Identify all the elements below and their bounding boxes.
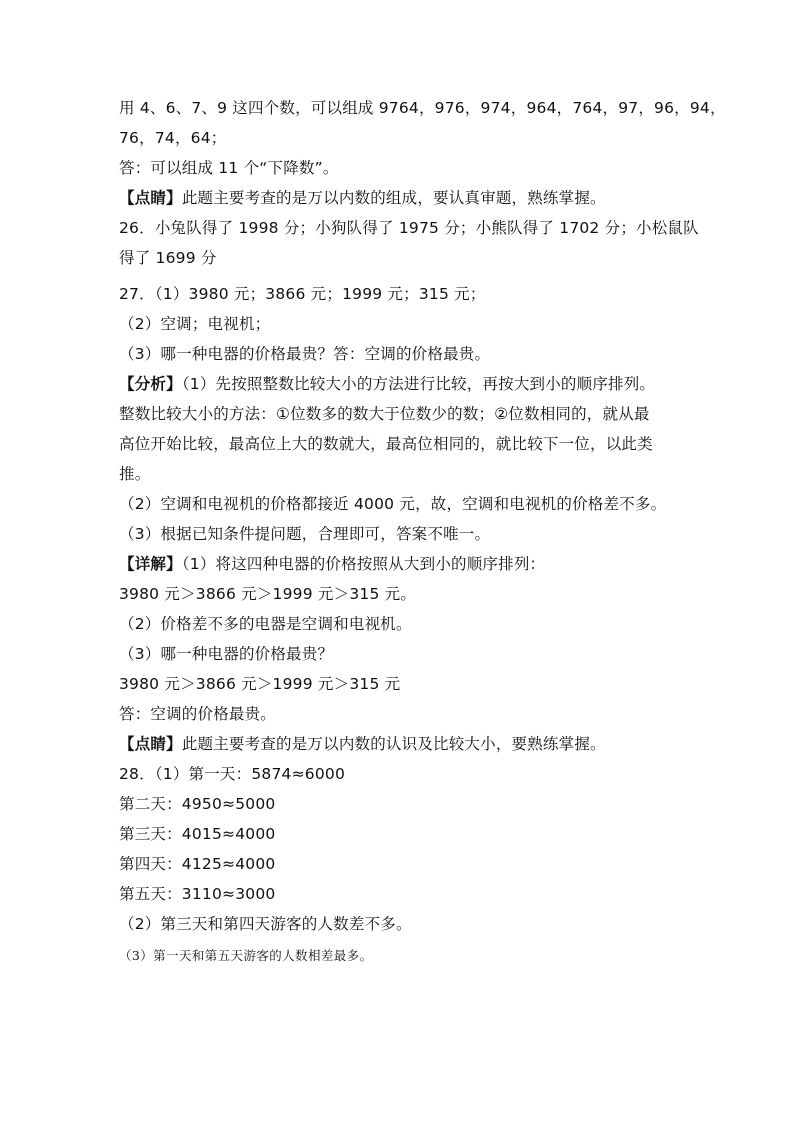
- text-line: （3）哪一种电器的价格最贵？答：空调的价格最贵。: [119, 345, 491, 363]
- note-line: 【点睛】此题主要考查的是万以内数的认识及比较大小，要熟练掌握。: [119, 735, 606, 753]
- text-line: 推。: [119, 465, 151, 483]
- text-line: （2）第三天和第四天游客的人数差不多。: [119, 915, 412, 933]
- note-line: 【点睛】此题主要考查的是万以内数的组成，要认真审题，熟练掌握。: [119, 189, 606, 207]
- text-line: 第五天：3110≈3000: [119, 885, 276, 903]
- text-line: （2）空调和电视机的价格都接近 4000 元，故，空调和电视机的价格差不多。: [119, 495, 667, 513]
- text-line: （3）第一天和第五天游客的人数相差最多。: [119, 948, 373, 963]
- question-28-line: 28．（1）第一天：5874≈6000: [119, 765, 346, 783]
- text-line: 用 4、6、7、9 这四个数，可以组成 9764，976，974，964，764，97，96，94，: [119, 99, 726, 117]
- detail-line: 【详解】（1）将这四种电器的价格按照从大到小的顺序排列：: [119, 555, 546, 573]
- text-line: 得了 1699 分: [119, 249, 217, 267]
- note-label: 【点睛】: [119, 735, 182, 753]
- text-line: （3）哪一种电器的价格最贵？: [119, 645, 334, 663]
- question-27-line: 27．（1）3980 元；3866 元；1999 元；315 元；: [119, 285, 486, 303]
- text-line: 76，74，64；: [119, 129, 227, 147]
- text-line: 第二天：4950≈5000: [119, 795, 276, 813]
- answer-line: 答：可以组成 11 个“下降数”。: [119, 159, 339, 177]
- detail-label: 【详解】: [119, 555, 182, 573]
- note-label: 【点睛】: [119, 189, 182, 207]
- text-line: （3）根据已知条件提问题，合理即可，答案不唯一。: [119, 525, 491, 543]
- text-line: 整数比较大小的方法：①位数多的数大于位数少的数；②位数相同的，就从最: [119, 405, 650, 423]
- analysis-line: 【分析】（1）先按照整数比较大小的方法进行比较，再按大到小的顺序排列。: [119, 375, 656, 393]
- question-26-line: 26．小兔队得了 1998 分；小狗队得了 1975 分；小熊队得了 1702 分；小松鼠队: [119, 219, 699, 237]
- text-line: 第三天：4015≈4000: [119, 825, 276, 843]
- analysis-label: 【分析】: [119, 375, 182, 393]
- text-line: 3980 元＞3866 元＞1999 元＞315 元。: [119, 585, 417, 603]
- answer-line: 答：空调的价格最贵。: [119, 705, 277, 723]
- text-line: 3980 元＞3866 元＞1999 元＞315 元: [119, 675, 401, 693]
- text-line: （2）空调；电视机；: [119, 315, 271, 333]
- text-line: （2）价格差不多的电器是空调和电视机。: [119, 615, 412, 633]
- text-line: 高位开始比较，最高位上大的数就大，最高位相同的，就比较下一位，以此类: [119, 435, 653, 453]
- text-line: 第四天：4125≈4000: [119, 855, 276, 873]
